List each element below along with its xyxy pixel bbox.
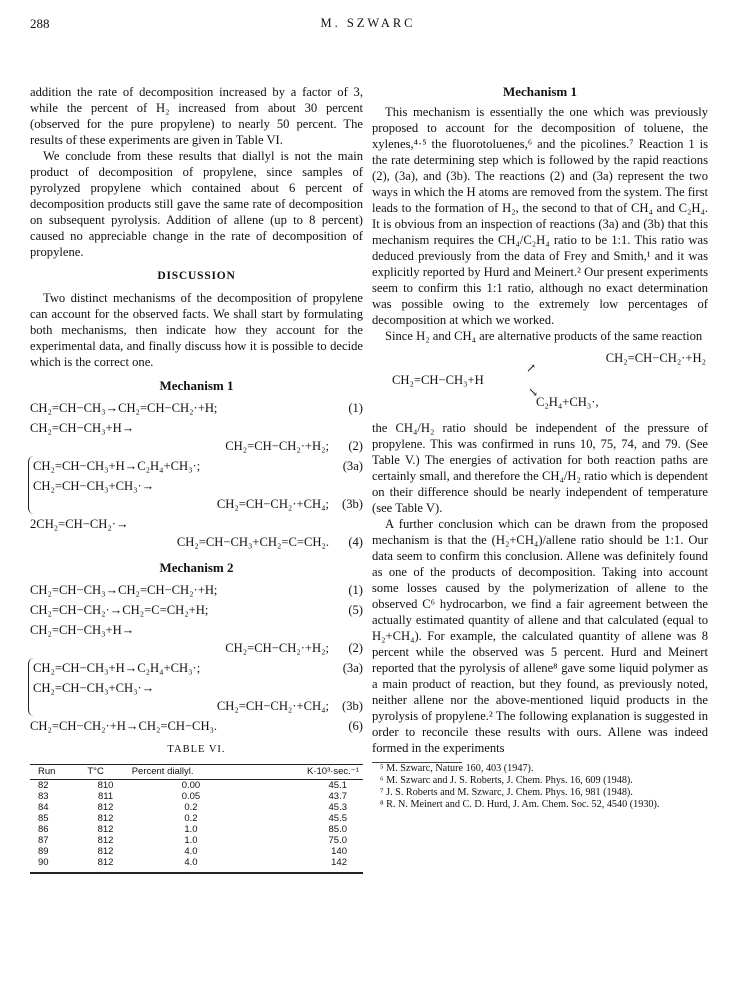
table-cell: 82 [38, 780, 49, 791]
table-row [30, 802, 363, 813]
table-cell: 812 [97, 846, 114, 857]
equation-text: CH₂=CH−CH₃+H→C₂H₄+CH₃·; [33, 459, 201, 473]
equation [30, 580, 363, 600]
table-cell: 89 [38, 846, 49, 857]
paragraph: A further conclusion which can be drawn from the proposed mechanism is that the (H₂+CH₄)/allene ratio should be 1:1. Our data seem to confirm this conclusion. Allene was definitely found as one of the products of decomposition. Taking into account some losses caused by the polymerization of allene to the observed C⁶ hydrocarbon, we find a fair agreement between the actually estimated quantity of allene and that calculated (equal to H₂+CH₄). For example, the calculated quantity of allene was 8 percent while the observed was 5 percent. Hurd and Meinert reported that the pyrolysis of allene⁸ gave some liquid polymer as a main product of reaction, but they found, as previously noted, neither allene nor the above-mentioned liquid products in the pyrolysis of propylene.² The following explanation is suggested in order to reconcile these results with ours. Allene was indeed formed in the experiments [372, 517, 708, 755]
table-cell: 140 [331, 846, 347, 857]
equation-text: CH₂=CH−CH₂·→CH₂=C=CH₂+H; [30, 603, 209, 617]
column-header: T°C [83, 765, 127, 780]
arrow-up-icon: ↗ [526, 361, 537, 375]
table-cell: 1.0 [184, 835, 198, 846]
column-header: Percent diallyl. [128, 765, 255, 780]
table-row [30, 813, 363, 824]
equation [33, 456, 363, 476]
equation-number: (3b) [342, 497, 363, 511]
equation-number: (1) [348, 401, 363, 415]
footnote: ⁷ J. S. Roberts and M. Szwarc, J. Chem. Phys. 16, 981 (1948). [380, 787, 633, 798]
equation [30, 716, 363, 736]
page-header [30, 16, 706, 32]
equation-text: CH₂=CH−CH₂·+CH₄; [216, 497, 329, 511]
left-column [30, 84, 363, 874]
table-cell: 45.5 [328, 813, 347, 824]
table-header-row [30, 765, 363, 780]
paragraph: addition the rate of decomposition increased by a factor of 3, while the percent of H₂ increased from about 30 percent (observed for the pure propylene) to nearly 50 percent. The results of these experiments are given in Table VI. [30, 85, 363, 147]
page-number: 288 [30, 16, 50, 31]
reaction-product-upper: CH₂=CH−CH₂·+H₂ [605, 351, 706, 365]
equation [30, 398, 363, 418]
branching-reaction [372, 350, 708, 416]
mechanism-heading: Mechanism 1 [159, 378, 234, 393]
equation-text: CH₂=CH−CH₂·+H₂; [225, 439, 329, 453]
table-cell: 0.05 [181, 791, 201, 802]
reaction-product-lower: C₂H₄+CH₃·, [536, 395, 599, 409]
mechanism-heading: Mechanism 1 [502, 84, 578, 99]
equation [30, 600, 363, 620]
table-row [30, 835, 363, 846]
table-cell: 4.0 [184, 857, 198, 868]
equation-text: CH₂=CH−CH₃→CH₂=CH−CH₂·+H; [30, 583, 218, 597]
equation-brace-group [28, 658, 363, 716]
equation-text: CH₂=CH−CH₃+CH₃·→ [33, 479, 155, 493]
equation-number: (1) [348, 583, 363, 597]
table-cell: 45.3 [328, 802, 347, 813]
equation [30, 418, 363, 456]
equation-number: (2) [348, 439, 363, 453]
table-row [30, 791, 363, 802]
table-cell: 812 [97, 824, 114, 835]
table-cell: 4.0 [184, 846, 198, 857]
table-cell: 0.00 [181, 780, 201, 791]
paragraph: the CH₄/H₂ ratio should be independent of the pressure of propylene. This was confirmed in runs 10, 75, 74, and 79. (See Table V.) The energies of activation for both reaction paths are certainly small, and therefore the CH₄/H₂ ratio which is dependent on their difference should be nearly independent of temperature (see Table V). [372, 421, 708, 515]
column-header: K·10³·sec.⁻¹ [254, 765, 363, 780]
table-cell: 812 [97, 813, 114, 824]
table-cell: 1.0 [184, 824, 198, 835]
paragraph: We conclude from these results that diallyl is not the main product of decomposition of propylene, since samples of pyrolyzed propylene which contained about 6 percent of decomposition products still gave the same rate of decomposition on subsequent pyrolysis. Addition of allene (up to 8 percent) caused no appreciable change in the rate of decomposition of propylene. [30, 149, 363, 259]
paragraph: This mechanism is essentially the one which was previously proposed to account for the decomposition of toluene, the xylenes,⁴·⁵ the fluorotoluenes,⁶ and the picolines.⁷ Reaction 1 is the rate determining step which is followed by the rapid reactions (2), (3a), and (3b). The reactions (2) and (3a) represent the two ways in which the H atoms are removed from the system. The first leads to the formation of H₂, the second to that of CH₄ and C₂H₄. It is obvious from an inspection of reactions (3a) and (3b) that this mechanism requires the CH₄/C₂H₄ ratio to be 1:1. This ratio was deduced previously from the data of Frey and Smith,¹ and it was explicitly reported by Hurd and Meinert.² Our present experiments seem to confirm this 1:1 ratio, although no exact determination was possible owing to the extremely low percentages of decomposition at which we worked. [372, 105, 708, 327]
arrow-down-icon: ↘ [528, 385, 539, 399]
equation-brace-group [28, 456, 363, 514]
equation [33, 476, 363, 514]
table-cell: 0.2 [184, 813, 198, 824]
equation-text: 2CH₂=CH−CH₂·→ [30, 517, 129, 531]
footnotes [372, 763, 708, 811]
equation-text: CH₂=CH−CH₃+CH₂=C=CH₂. [176, 535, 329, 549]
equation-number: (3b) [342, 699, 363, 713]
equation-number: (3a) [342, 661, 363, 675]
table-cell: 142 [331, 857, 347, 868]
equation-number: (2) [348, 641, 363, 655]
paragraph: Two distinct mechanisms of the decomposition of propylene can account for the observed facts. We shall start by formulating both mechanisms, then indicate how they account for the experimental data, and finally discuss how it is possible to decide which is the correct one. [30, 291, 363, 369]
table-cell: 85 [38, 813, 49, 824]
equation-number: (3a) [342, 459, 363, 473]
table-row [30, 824, 363, 835]
equation-number: (6) [348, 719, 363, 733]
section-heading: DISCUSSION [157, 270, 236, 282]
equation-text: CH₂=CH−CH₃+H→C₂H₄+CH₃·; [33, 661, 201, 675]
equation [30, 514, 363, 552]
table-cell: 75.0 [328, 835, 347, 846]
footnote: ⁸ R. N. Meinert and C. D. Hurd, J. Am. Chem. Soc. 52, 4540 (1930). [380, 799, 660, 810]
equation-text: CH₂=CH−CH₃+H→ [30, 421, 135, 435]
paragraph: Since H₂ and CH₄ are alternative products of the same reaction [385, 329, 703, 343]
equation-text: CH₂=CH−CH₂·+H→CH₂=CH−CH₃. [30, 719, 218, 733]
equation [30, 620, 363, 658]
mechanism-heading: Mechanism 2 [159, 560, 234, 575]
equation-number: (4) [348, 535, 363, 549]
table-cell: 812 [97, 857, 114, 868]
equation-text: CH₂=CH−CH₂·+CH₄; [216, 699, 329, 713]
equation-text: CH₂=CH−CH₃→CH₂=CH−CH₂·+H; [30, 401, 218, 415]
table-row [30, 780, 363, 792]
equation [33, 658, 363, 678]
footnote: ⁶ M. Szwarc and J. S. Roberts, J. Chem. Phys. 16, 609 (1948). [380, 775, 633, 786]
table-cell: 812 [97, 835, 114, 846]
table-cell: 85.0 [328, 824, 347, 835]
equation-text: CH₂=CH−CH₃+CH₃·→ [33, 681, 155, 695]
footnote: ⁵ M. Szwarc, Nature 160, 403 (1947). [380, 763, 534, 774]
table-cell: 43.7 [328, 791, 347, 802]
table-cell: 83 [38, 791, 49, 802]
running-author: M. SZWARC [320, 16, 416, 30]
table-cell: 45.1 [328, 780, 347, 791]
equation-text: CH₂=CH−CH₂·+H₂; [225, 641, 329, 655]
table-cell: 84 [38, 802, 49, 813]
table-cell: 87 [38, 835, 49, 846]
column-header: Run [30, 765, 83, 780]
reaction-reactant: CH₂=CH−CH₃+H [392, 373, 484, 387]
table-cell: 810 [97, 780, 114, 791]
table-cell: 0.2 [184, 802, 198, 813]
table-title: TABLE VI. [167, 744, 226, 755]
table-row [30, 846, 363, 857]
right-column [372, 84, 708, 811]
equation-number: (5) [348, 603, 363, 617]
table-cell: 90 [38, 857, 49, 868]
table-row [30, 857, 363, 873]
table-cell: 812 [97, 802, 114, 813]
table-cell: 811 [97, 791, 114, 802]
data-table [30, 764, 363, 874]
equation [33, 678, 363, 716]
equation-text: CH₂=CH−CH₃+H→ [30, 623, 135, 637]
table-cell: 86 [38, 824, 49, 835]
